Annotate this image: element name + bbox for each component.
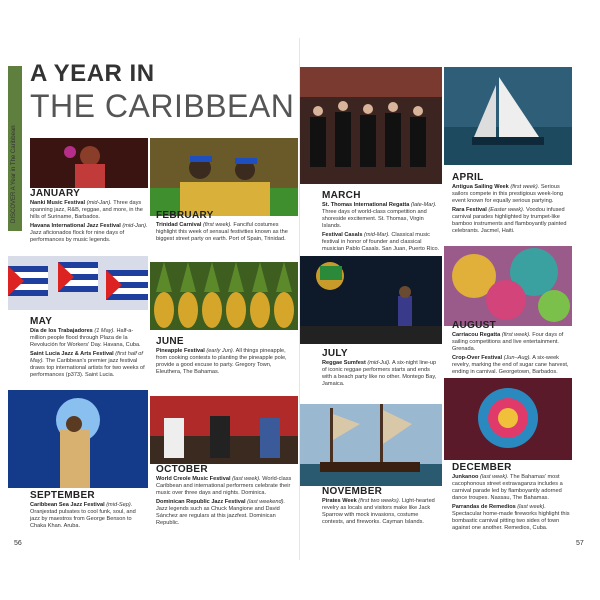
september-photo	[8, 390, 148, 488]
june-photo	[150, 262, 298, 330]
month-july: JULY	[322, 348, 348, 359]
january-text: Nanki Music Festival (mid-Jan). Three days spanning jazz, R&B, reggae, and more, in the hills of Suriname, Barbados. Havana International Jazz Festival (mid-Jan). Jazz aficionados flock for nine days of performances by music legends.	[30, 200, 148, 243]
july-photo	[300, 256, 442, 344]
december-photo	[444, 378, 572, 460]
month-september: SEPTEMBER	[30, 490, 95, 501]
month-november: NOVEMBER	[322, 486, 383, 497]
october-photo	[150, 396, 298, 464]
july-text: Reggae Sumfest (mid-Jul). A six-night line-up of iconic reggae performers starts and ends with a beach party like no other. Montego Bay, Jamaica.	[322, 360, 437, 387]
month-august: AUGUST	[452, 320, 497, 331]
october-text: World Creole Music Festival (last week). World-class Caribbean and international performers celebrate their music over three days and nights. Dominica. Dominican Republic Jazz Festival (last weekend). Jazz legends such as Chuck Mangione and David Sánchez are regulars at this jazzfest. Dominican Republic.	[156, 476, 292, 526]
page-number-right: 57	[576, 540, 584, 547]
january-photo	[30, 138, 148, 188]
november-text: Pirates Week (first two weeks). Light-hearted revelry as locals and visitors make like Jack Sparrow with mock invasions, costume contests, and fireworks. Cayman Islands.	[322, 498, 435, 525]
page-title-line2: THE CARIBBEAN	[30, 88, 295, 124]
april-photo	[444, 67, 572, 165]
august-photo	[444, 246, 572, 326]
month-october: OCTOBER	[156, 464, 208, 475]
february-photo	[150, 138, 298, 216]
december-text: Junkanoo (last week). The Bahamas' most cacophonous street extravaganza includes a carnival parade led by flamboyantly adorned dance troupes. Nassau, The Bahamas. Parrandas de Remedios (last week). Spectacular home-made fireworks highlight this bombastic carnival pitting two sides of town against one another. Remedios, Cuba.	[452, 474, 570, 531]
month-march: MARCH	[322, 190, 361, 201]
september-text: Caribbean Sea Jazz Festival (mid-Sep). Oranjestad pulsates to cool funk, soul, and jazz by maestros from George Benson to Chaka Khan. Aruba.	[30, 502, 136, 529]
may-photo	[8, 256, 148, 310]
june-text: Pineapple Festival (early Jun). All things pineapple, from cooking contests to planting the pineapple pole, provide a good excuse to party. Gregory Town, Eleuthera, The Bahamas.	[156, 348, 287, 375]
month-december: DECEMBER	[452, 462, 512, 473]
march-text: St. Thomas International Regatta (late-Mar). Three days of world-class competition and shoreside excitement. St. Thomas, Virgin Islands. Festival Casals (mid-Mar). Classical music festival in honor of founder and classical musician Pablo Casals. San Juan, Puerto Rico.	[322, 202, 440, 252]
march-photo	[300, 67, 442, 184]
page-number-left: 56	[14, 540, 22, 547]
page-title-line1: A YEAR IN	[30, 60, 155, 87]
month-may: MAY	[30, 316, 53, 327]
february-text: Trinidad Carnival (first week). Fanciful costumes highlight this week of sensual festivities known as the biggest street party on earth. Port of Spain, Trinidad.	[156, 222, 288, 242]
month-february: FEBRUARY	[156, 210, 214, 221]
month-april: APRIL	[452, 172, 484, 183]
april-text: Antigua Sailing Week (first week). Serious sailors compete in this prestigious week-long event known for equally serious partying. Rara Festival (Easter week). Voodou infused carnival parades highlighted by trumpet-like bamboo instruments and flamboyantly painted celebrants. Jacmel, Haiti.	[452, 184, 567, 234]
may-text: Día de los Trabajadores (1 May). Half-a-million people flood through Plaza de la Revolución for Workers' Day. Havana, Cuba. Saint Lucia Jazz & Arts Festival (first half of May). The Caribbean's premier jazz festival draws top international artists for two weeks of performances (p373). Saint Lucia.	[30, 328, 145, 378]
november-photo	[300, 404, 442, 486]
month-january: JANUARY	[30, 188, 81, 199]
august-text: Carriacou Regatta (first week). Four days of sailing competitions and live entertainment. Grenada. Crop-Over Festival (Jun–Aug). A six-week revelry, marking the end of sugar cane harvest, ending in carnival. Georgetown, Barbados.	[452, 332, 569, 375]
side-tab-label: DISCOVER A Year in The Caribbean	[11, 125, 17, 223]
month-june: JUNE	[156, 336, 184, 347]
